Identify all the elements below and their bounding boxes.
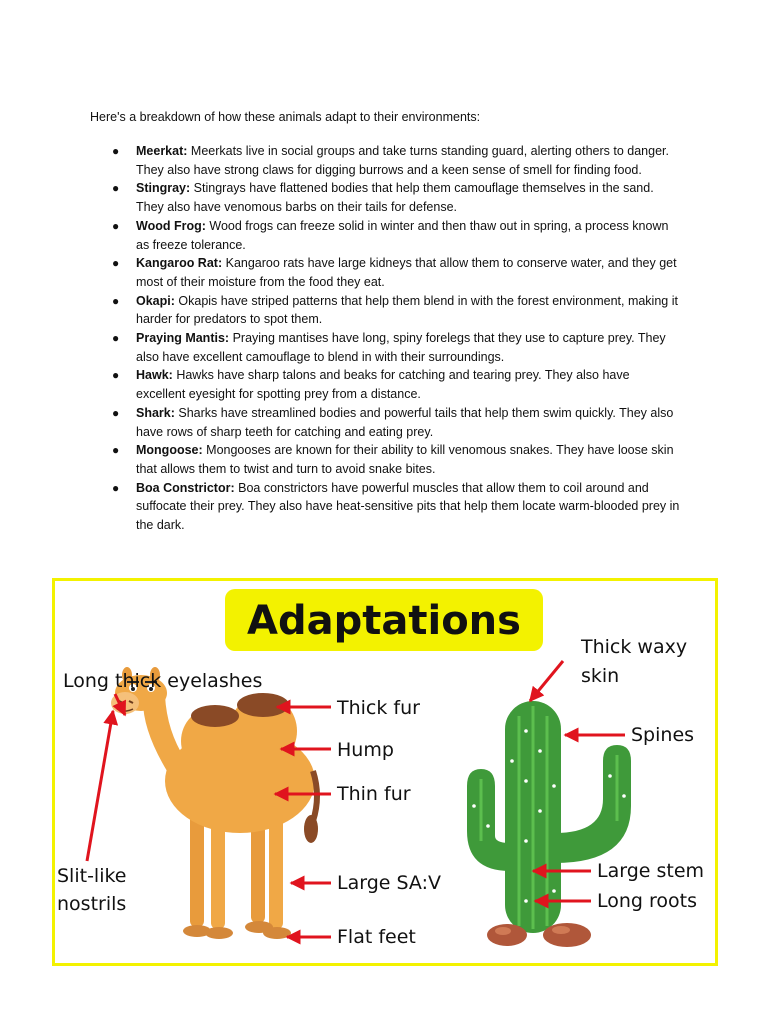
list-item xyxy=(112,479,682,535)
bullet-icon: ● xyxy=(112,331,120,346)
label-spines: Spines xyxy=(631,724,695,746)
label-thin-fur: Thin fur xyxy=(337,783,411,805)
animal-name: Kangaroo Rat: xyxy=(136,256,223,271)
animal-name: Okapi: xyxy=(136,293,175,308)
adaptations-illustration xyxy=(55,581,715,963)
label-long-thick-eyelashes: Long thick eyelashes xyxy=(63,670,263,692)
figure-title: Adaptations xyxy=(247,598,521,644)
animal-name: Wood Frog: xyxy=(136,218,206,233)
bullet-icon: ● xyxy=(112,405,120,420)
animal-name: Praying Mantis: xyxy=(136,331,230,346)
animal-name: Shark: xyxy=(136,405,175,420)
bullet-icon: ● xyxy=(112,256,120,271)
label-slit-like-nostrils-line2: nostrils xyxy=(57,893,127,915)
label-slit-like-nostrils-line1: Slit-like xyxy=(57,865,127,887)
animal-description: Boa constrictors have powerful muscles that allow them to coil around and suffocate their prey. They also have heat-sensitive pits that help them locate warm-blooded prey in the dark. xyxy=(136,480,680,533)
animal-description: Meerkats live in social groups and take turns standing guard, alerting others to danger. They also have strong claws for digging burrows and a keen sense of smell for finding food. xyxy=(136,144,669,177)
bullet-icon: ● xyxy=(112,480,120,495)
label-hump: Hump xyxy=(337,739,394,761)
adaptations-figure xyxy=(52,578,718,966)
label-thick-fur: Thick fur xyxy=(337,697,420,719)
animal-description: Sharks have streamlined bodies and powerful tails that help them swim quickly. They also have rows of sharp teeth for catching and eating prey. xyxy=(136,405,674,439)
animal-name: Boa Constrictor: xyxy=(136,480,235,495)
animal-name: Mongoose: xyxy=(136,443,203,458)
label-thick-waxy-skin-line2: skin xyxy=(581,665,620,687)
list-item xyxy=(112,217,682,254)
animal-description: Hawks have sharp talons and beaks for catching and tearing prey. They also have excellent eyesight for spotting prey from a distance. xyxy=(136,368,630,402)
arrow-nostrils xyxy=(87,711,113,861)
arrow-waxy-skin xyxy=(530,661,563,701)
list-item xyxy=(112,366,682,403)
list-item xyxy=(112,292,682,329)
animal-description: Okapis have striped patterns that help them blend in with the forest environment, making it harder for predators to spot them. xyxy=(136,293,678,327)
bullet-icon: ● xyxy=(112,181,120,196)
label-large-sav: Large SA:V xyxy=(337,872,441,894)
animal-description: Stingrays have flattened bodies that help them camouflage themselves in the sand. They also have venomous barbs on their tails for defense. xyxy=(136,181,654,215)
bullet-icon: ● xyxy=(112,443,120,458)
animal-description: Mongooses are known for their ability to kill venomous snakes. They have loose skin that allows them to twist and turn to avoid snake bites. xyxy=(136,443,674,476)
label-long-roots: Long roots xyxy=(597,890,698,912)
bullet-icon: ● xyxy=(112,293,120,308)
list-item xyxy=(112,179,682,216)
animal-name: Stingray: xyxy=(136,181,191,196)
label-large-stem: Large stem xyxy=(597,860,705,882)
list-item xyxy=(112,329,682,366)
animal-description: Kangaroo rats have large kidneys that allow them to conserve water, and they get most of their moisture from the food they eat. xyxy=(136,256,677,289)
list-item xyxy=(112,142,682,179)
list-item xyxy=(112,441,682,478)
list-item xyxy=(112,404,682,441)
intro-paragraph: Here's a breakdown of how these animals adapt to their environments: xyxy=(90,110,481,124)
label-thick-waxy-skin-line1: Thick waxy xyxy=(581,636,688,658)
bullet-icon: ● xyxy=(112,218,120,233)
label-flat-feet: Flat feet xyxy=(337,926,416,948)
bullet-icon: ● xyxy=(112,144,120,158)
animal-description: Wood frogs can freeze solid in winter and then thaw out in spring, a process known as freeze tolerance. xyxy=(136,218,669,252)
animal-adaptation-list xyxy=(112,142,682,535)
bullet-icon: ● xyxy=(112,368,120,383)
animal-name: Hawk: xyxy=(136,368,173,383)
animal-name: Meerkat: xyxy=(136,144,188,158)
list-item xyxy=(112,254,682,291)
animal-description: Praying mantises have long, spiny forelegs that they use to capture prey. They also have excellent camouflage to blend in with their surroundings. xyxy=(136,331,666,364)
